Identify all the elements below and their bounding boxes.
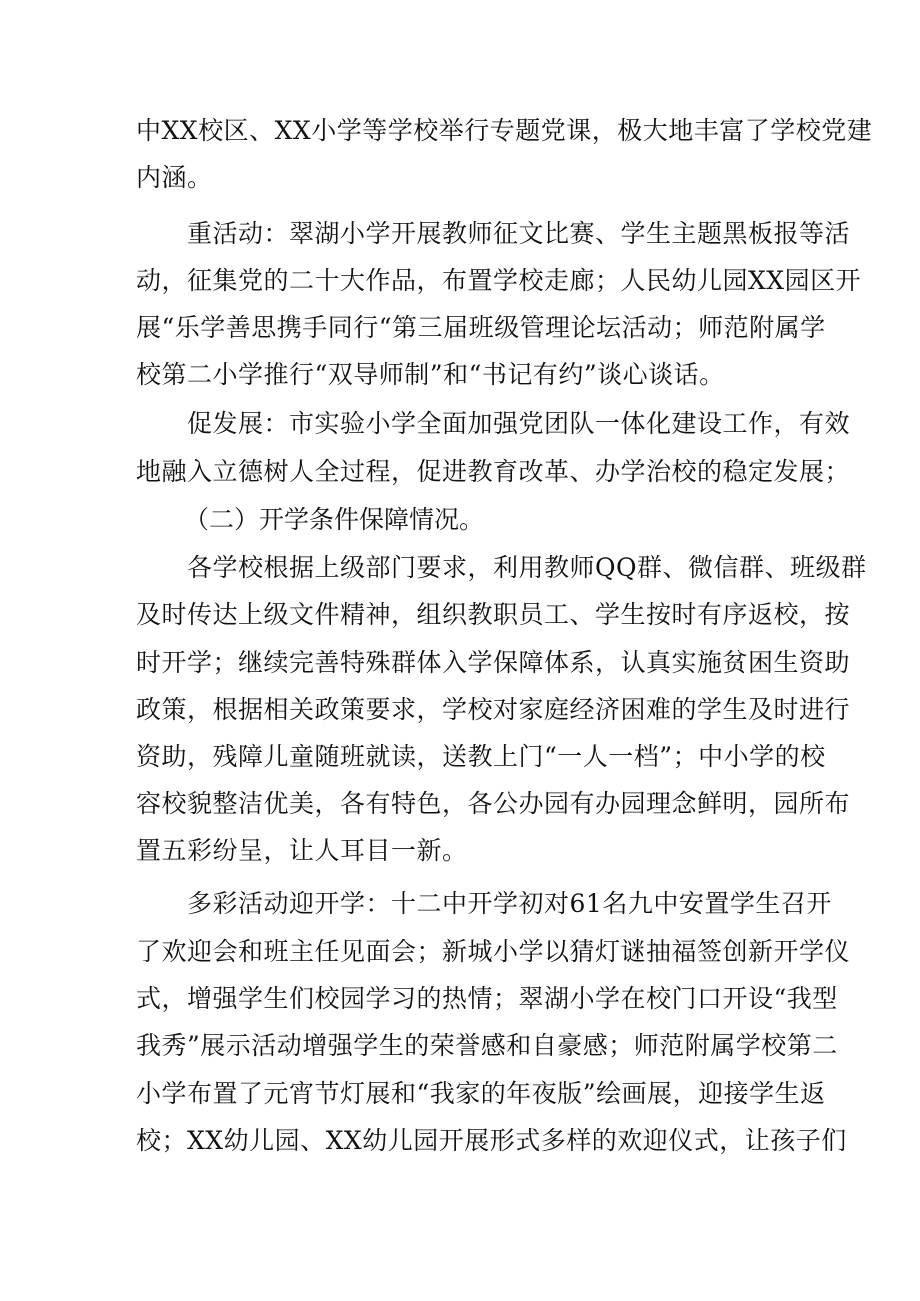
section-heading: （二）开学条件保障情况。 [184,505,485,534]
body-text-line: 小学布置了元宵节灯展和“我家的年夜版”绘画展，迎接学生返 [136,1079,826,1108]
body-text-line: 多彩活动迎开学：十二中开学初对61名九中安置学生召开 [136,889,832,918]
body-text-line: 各学校根据上级部门要求，利用教师QQ群、微信群、班级群 [136,553,867,582]
body-text-line: 校第二小学推行“双导师制”和“书记有约”谈心谈话。 [136,360,725,389]
body-text-line: 时开学；继续完善特殊群体入学保障体系，认真实施贫困生资助 [136,648,851,677]
body-text-line: 内涵。 [136,163,213,192]
body-text-line: 政策，根据相关政策要求，学校对家庭经济困难的学生及时进行 [136,695,851,724]
body-text-line: 容校貌整洁优美，各有特色，各公办园有办园理念鲜明，园所布 [136,789,851,818]
body-text-line: 及时传达上级文件精神，组织教职员工、学生按时有序返校，按 [136,600,851,629]
body-text-line: 资助，残障儿童随班就读，送教上门“一人一档”；中小学的校 [136,742,826,771]
body-text-line: 重活动：翠湖小学开展教师征文比赛、学生主题黑板报等活 [136,219,851,248]
body-text-line: 式，增强学生们校园学习的热情；翠湖小学在校门口开设“我型 [136,984,838,1013]
body-text-line: 地融入立德树人全过程，促进教育改革、办学治校的稳定发展； [136,457,851,486]
body-text-line: 了欢迎会和班主任见面会；新城小学以猜灯谜抽福签创新开学仪 [136,937,851,966]
body-text-line: 我秀”展示活动增强学生的荣誉感和自豪感；师范附属学校第二 [136,1031,838,1060]
body-text-line: 置五彩纷呈，让人耳目一新。 [136,836,468,865]
body-text-line: 展“乐学善思携手同行“第三届班级管理论坛活动；师范附属学 [136,313,826,342]
body-text-line: 促发展：市实验小学全面加强党团队一体化建设工作，有效 [136,409,851,438]
body-text-line: 动，征集党的二十大作品，布置学校走廊；人民幼儿园XX园区开 [136,266,862,295]
body-text-line: 校；XX幼儿园、XX幼儿园开展形式多样的欢迎仪式，让孩子们 [136,1126,847,1155]
body-text-line: 中XX校区、XX小学等学校举行专题党课，极大地丰富了学校党建 [136,116,873,145]
